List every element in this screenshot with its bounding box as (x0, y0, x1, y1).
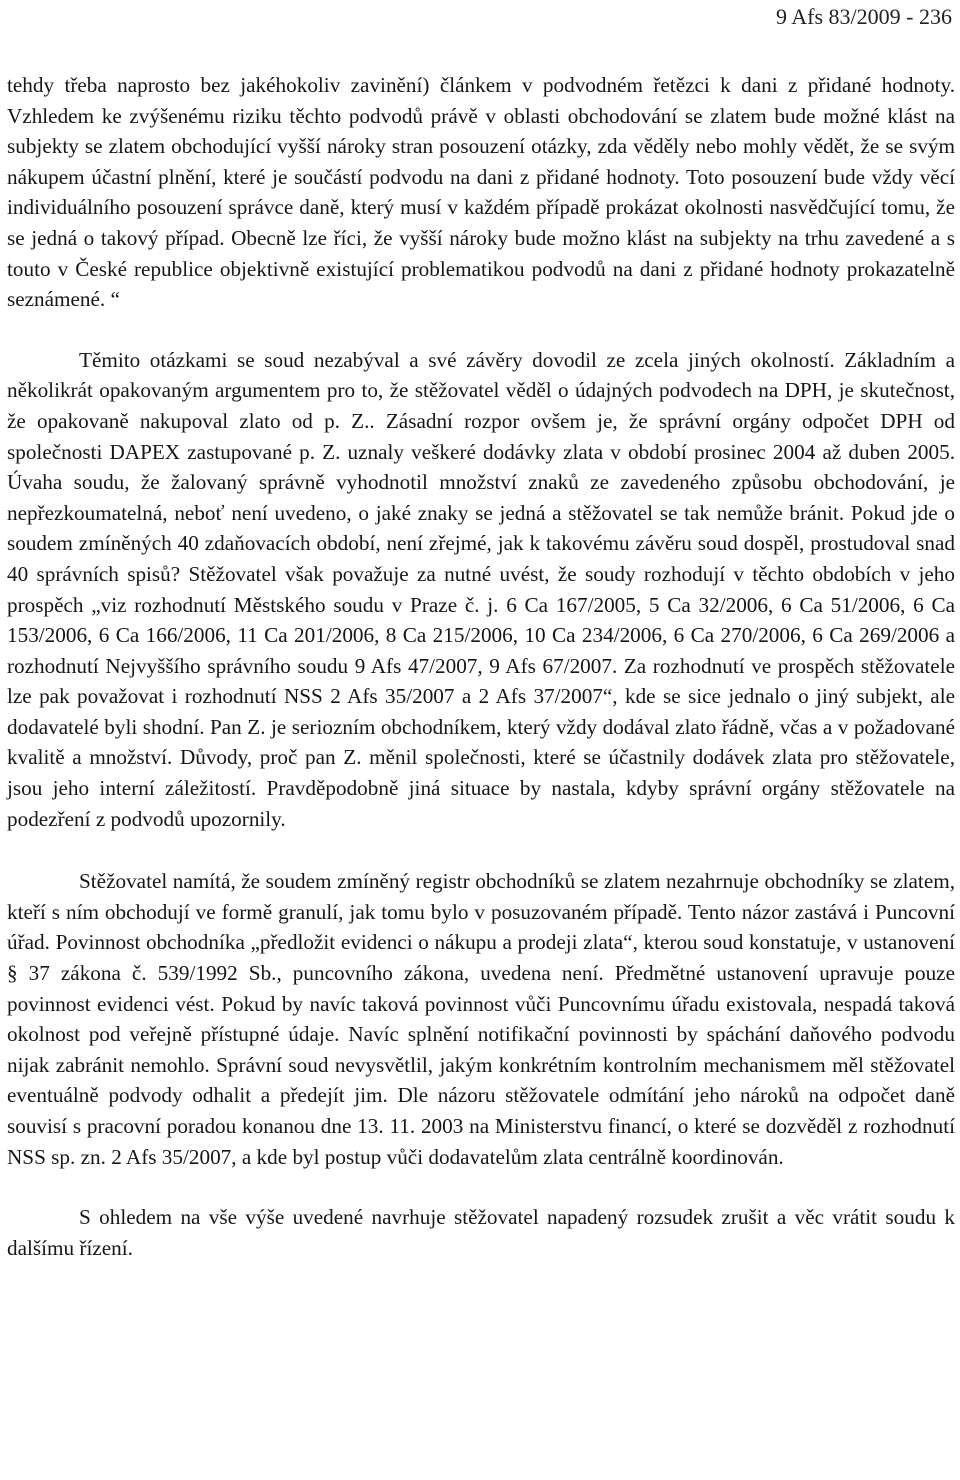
document-body (7, 70, 955, 1263)
case-number-header: 9 Afs 83/2009 - 236 (776, 4, 952, 29)
paragraph-conclusion: S ohledem na vše výše uvedené navrhuje stěžovatel napadený rozsudek zrušit a věc vrátit soudu k dalšímu řízení. (7, 1205, 955, 1260)
paragraph-continued: tehdy třeba naprosto bez jakéhokoliv zavinění) článkem v podvodném řetězci k dani z přidané hodnoty. Vzhledem ke zvýšenému riziku těchto podvodů právě v oblasti obchodování se zlatem bude možné klást na subjekty se zlatem obchodující vyšší nároky stran posouzení otázky, zda věděly nebo mohly vědět, že se svým nákupem účastní plnění, které je součástí podvodu na dani z přidané hodnoty. Toto posouzení bude vždy věcí individuálního posouzení správce daně, který musí v každém případě prokázat okolnosti nasvědčující tomu, že se jedná o takový případ. Obecně lze říci, že vyšší nároky bude možno klást na subjekty na trhu zavedené a s touto v České republice objektivně existující problematikou podvodů na dani z přidané hodnoty prokazatelně seznámené. “ (7, 73, 955, 312)
paragraph-gold-register: Stěžovatel namítá, že soudem zmíněný registr obchodníků se zlatem nezahrnuje obchodníky se zlatem, kteří s ním obchodují ve formě granulí, jak tomu bylo v posuzovaném případě. Tento názor zastává i Puncovní úřad. Povinnost obchodníka „předložit evidenci o nákupu a prodeji zlata“, kterou soud konstatuje, v ustanovení § 37 zákona č. 539/1992 Sb., puncovního zákona, uvedena není. Předmětné ustanovení upravuje pouze povinnost evidenci vést. Pokud by navíc taková povinnost vůči Puncovnímu úřadu existovala, nespadá taková okolnost pod veřejně přístupné údaje. Navíc splnění notifikační povinnosti by spáchání daňového podvodu nijak zabránit nemohlo. Správní soud nevysvětlil, jakým konkrétním kontrolním mechanismem měl stěžovatel eventuálně podvody odhalit a předejít jim. Dle názoru stěžovatele odmítání jeho nároků na odpočet daně souvisí s pracovní poradou konanou dne 13. 11. 2003 na Ministerstvu financí, o které se dozvěděl z rozhodnutí NSS sp. zn. 2 Afs 35/2007, a kde byl postup vůči dodavatelům zlata centrálně koordinován. (7, 869, 955, 1169)
paragraph-court-reasoning: Těmito otázkami se soud nezabýval a své závěry dovodil ze zcela jiných okolností. Základním a několikrát opakovaným argumentem pro to, že stěžovatel věděl o údajných podvodech na DPH, je skutečnost, že opakovaně nakupoval zlato od p. Z.. Zásadní rozpor ovšem je, že správní orgány odpočet DPH od společnosti DAPEX zastupované p. Z. uznaly veškeré dodávky zlata v období prosinec 2004 až duben 2005. Úvaha soudu, že žalovaný správně vyhodnotil množství znaků ze zavedeného způsobu obchodování, je nepřezkoumatelná, neboť není uvedeno, o jaké znaky se jedná a stěžovatel se tak nemůže bránit. Pokud jde o soudem zmíněných 40 zdaňovacích období, není zřejmé, jak k takovému závěru soud dospěl, prostudoval snad 40 správních spisů? Stěžovatel však považuje za nutné uvést, že soudy rozhodují v těchto obdobích v jeho prospěch „viz rozhodnutí Městského soudu v Praze č. j. 6 Ca 167/2005, 5 Ca 32/2006, 6 Ca 51/2006, 6 Ca 153/2006, 6 Ca 166/2006, 11 Ca 201/2006, 8 Ca 215/2006, 10 Ca 234/2006, 6 Ca 270/2006, 6 Ca 269/2006 a rozhodnutí Nejvyššího správního soudu 9 Afs 47/2007, 9 Afs 67/2007. Za rozhodnutí ve prospěch stěžovatele lze pak považovat i rozhodnutí NSS 2 Afs 35/2007 a 2 Afs 37/2007“, kde se sice jednalo o jiný subjekt, ale dodavatelé byli shodní. Pan Z. je seriozním obchodníkem, který vždy dodával zlato řádně, včas a v požadované kvalitě a množství. Důvody, proč pan Z. měnil společnosti, které se účastnily dodávek zlata pro stěžovatele, jsou jeho interní záležitostí. Pravděpodobně jiná situace by nastala, kdyby správní orgány stěžovatele na podezření z podvodů upozornily. (7, 347, 955, 831)
